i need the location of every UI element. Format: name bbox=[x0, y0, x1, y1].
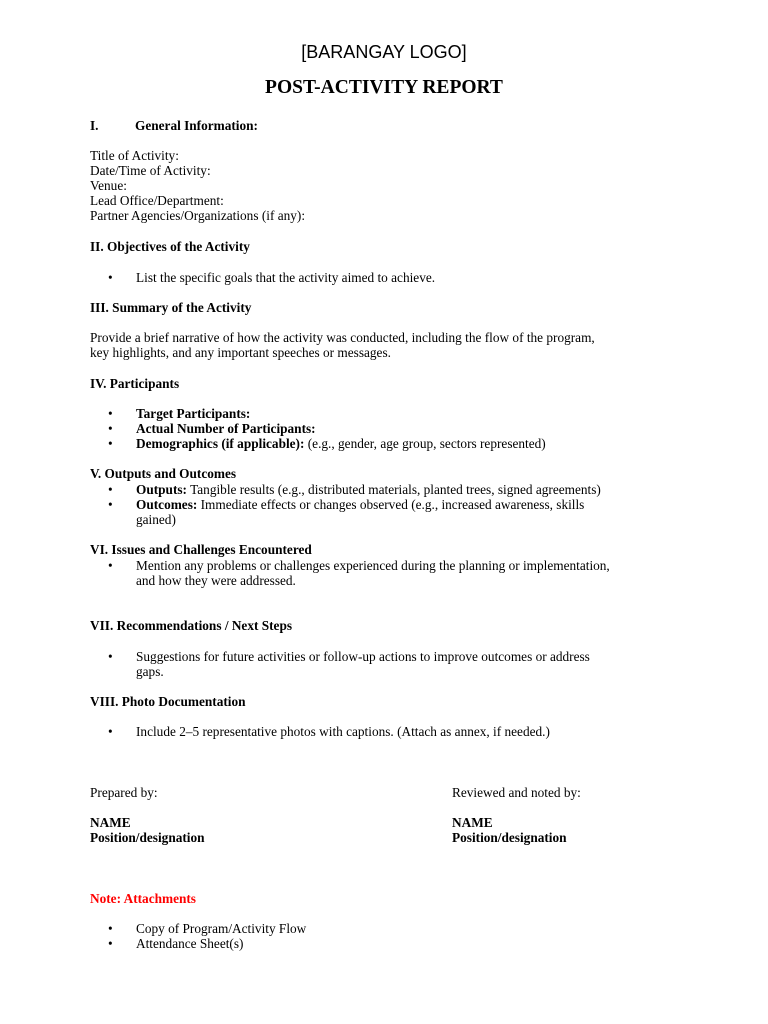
page-title: POST-ACTIVITY REPORT bbox=[265, 77, 503, 98]
objectives-text: List the specific goals that the activity aimed to achieve. bbox=[136, 270, 436, 285]
bullet-glyph: • bbox=[108, 482, 113, 497]
issues-text-line-2: and how they were addressed. bbox=[136, 573, 296, 588]
bullet-glyph: • bbox=[108, 649, 113, 664]
section-1-number: I. bbox=[90, 118, 99, 133]
bullet-glyph: • bbox=[108, 724, 113, 739]
demographics-label: Demographics (if applicable): bbox=[136, 436, 305, 451]
attachments-note-heading: Note: Attachments bbox=[90, 891, 196, 906]
section-3-heading: III. Summary of the Activity bbox=[90, 300, 252, 315]
section-1-title: General Information: bbox=[135, 118, 258, 133]
reviewed-by-position: Position/designation bbox=[452, 830, 567, 845]
prepared-by-label: Prepared by: bbox=[90, 785, 158, 800]
bullet-glyph: • bbox=[108, 270, 113, 285]
outcomes-text-continued: gained) bbox=[136, 512, 176, 527]
attachment-item: Attendance Sheet(s) bbox=[136, 936, 244, 951]
bullet-glyph: • bbox=[108, 921, 113, 936]
summary-text-line-1: Provide a brief narrative of how the activity was conducted, including the flow of the program, bbox=[90, 330, 595, 345]
barangay-logo-placeholder: [BARANGAY LOGO] bbox=[301, 42, 467, 62]
section-4-heading: IV. Participants bbox=[90, 376, 180, 391]
attachment-item: Copy of Program/Activity Flow bbox=[136, 921, 307, 936]
demographics-line bbox=[136, 436, 546, 451]
field-title-of-activity: Title of Activity: bbox=[90, 148, 179, 163]
section-6-heading: VI. Issues and Challenges Encountered bbox=[90, 542, 312, 557]
target-participants-label: Target Participants: bbox=[136, 406, 251, 421]
actual-participants-label: Actual Number of Participants: bbox=[136, 421, 316, 436]
prepared-by-position: Position/designation bbox=[90, 830, 205, 845]
summary-text-line-2: key highlights, and any important speeches or messages. bbox=[90, 345, 391, 360]
outcomes-line bbox=[136, 497, 584, 512]
bullet-glyph: • bbox=[108, 497, 113, 512]
section-7-heading: VII. Recommendations / Next Steps bbox=[90, 618, 293, 633]
demographics-text: (e.g., gender, age group, sectors represented) bbox=[304, 436, 546, 451]
bullet-glyph: • bbox=[108, 421, 113, 436]
outputs-text: Tangible results (e.g., distributed materials, planted trees, signed agreements) bbox=[187, 482, 601, 497]
field-lead-office: Lead Office/Department: bbox=[90, 193, 224, 208]
recommendations-text-line-2: gaps. bbox=[136, 664, 164, 679]
bullet-glyph: • bbox=[108, 936, 113, 951]
issues-text-line-1: Mention any problems or challenges experienced during the planning or implementation, bbox=[136, 558, 610, 573]
section-2-heading: II. Objectives of the Activity bbox=[90, 239, 250, 254]
section-8-heading: VIII. Photo Documentation bbox=[90, 694, 246, 709]
outcomes-text: Immediate effects or changes observed (e.g., increased awareness, skills bbox=[197, 497, 585, 512]
section-5-heading: V. Outputs and Outcomes bbox=[90, 466, 237, 481]
recommendations-text-line-1: Suggestions for future activities or follow-up actions to improve outcomes or address bbox=[136, 649, 590, 664]
field-partner-agencies: Partner Agencies/Organizations (if any): bbox=[90, 208, 306, 223]
outputs-label: Outputs: bbox=[136, 482, 187, 497]
prepared-by-name: NAME bbox=[90, 815, 131, 830]
outcomes-label: Outcomes: bbox=[136, 497, 198, 512]
bullet-glyph: • bbox=[108, 406, 113, 421]
photo-documentation-text: Include 2–5 representative photos with captions. (Attach as annex, if needed.) bbox=[136, 724, 550, 739]
outputs-line bbox=[136, 482, 601, 497]
bullet-glyph: • bbox=[108, 558, 113, 573]
reviewed-by-name: NAME bbox=[452, 815, 493, 830]
field-date-time: Date/Time of Activity: bbox=[90, 163, 211, 178]
bullet-glyph: • bbox=[108, 436, 113, 451]
reviewed-by-label: Reviewed and noted by: bbox=[452, 785, 581, 800]
field-venue: Venue: bbox=[90, 178, 127, 193]
